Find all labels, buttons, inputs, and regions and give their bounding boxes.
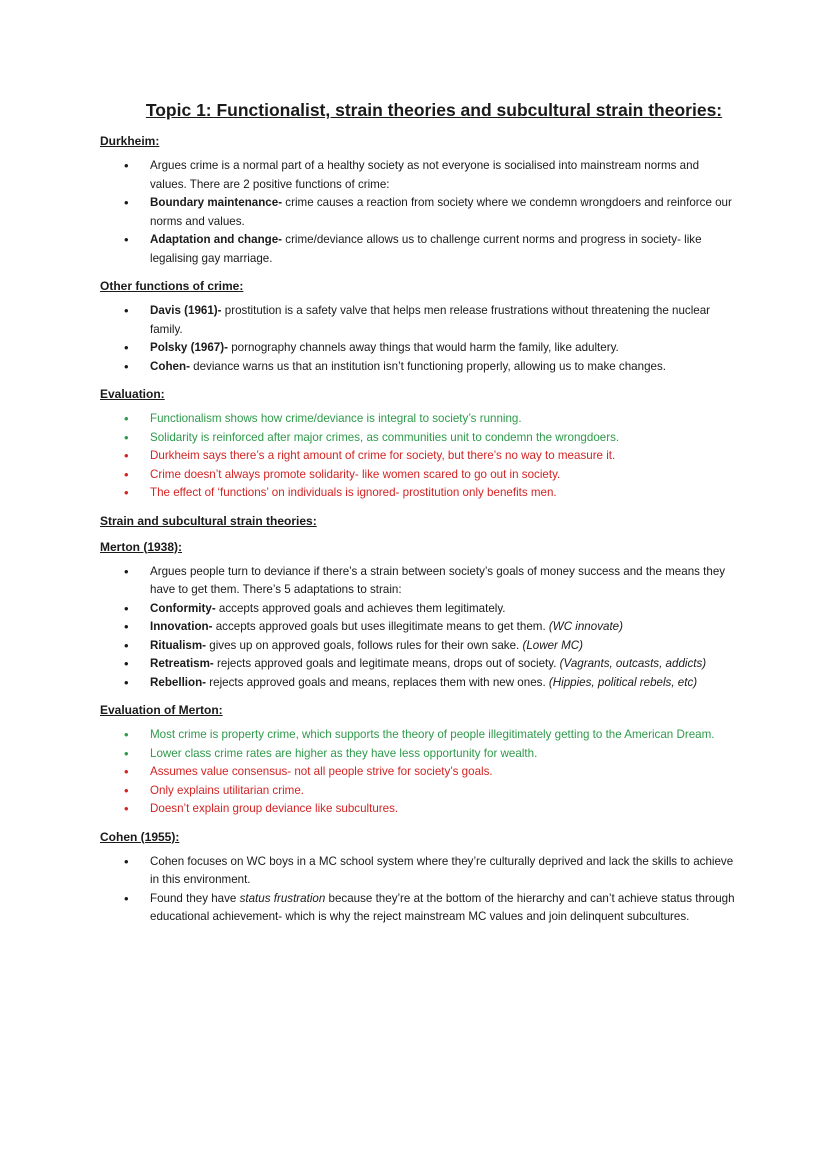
list-item: • Argues crime is a normal part of a healthy society as not everyone is socialised into mainstream norms and values. There are 2 positive functions of crime:: [150, 157, 738, 194]
evaluation-list: [100, 410, 738, 503]
section-heading-evaluation: Evaluation:: [100, 387, 165, 401]
merton-list: [100, 563, 738, 693]
section-heading-merton: Merton (1938):: [100, 539, 183, 554]
list-item: • The effect of ‘functions’ on individuals is ignored- prostitution only benefits men.: [150, 484, 738, 503]
list-item: • Doesn’t explain group deviance like subcultures.: [150, 800, 738, 819]
durkheim-list: [100, 157, 738, 268]
section-cohen: [100, 829, 738, 927]
list-item: • Polsky (1967)- pornography channels away things that would harm the family, like adultery.: [150, 339, 738, 358]
other-functions-list: [100, 302, 738, 376]
list-item: • Lower class crime rates are higher as they have less opportunity for wealth.: [150, 745, 738, 764]
list-item: • Most crime is property crime, which supports the theory of people illegitimately getting to the American Dream.: [150, 726, 738, 745]
section-heading-durkheim: Durkheim:: [100, 134, 160, 148]
page-title: Topic 1: Functionalist, strain theories and subcultural strain theories:: [145, 100, 723, 120]
list-item: • Innovation- accepts approved goals but uses illegitimate means to get them. (WC innovate): [150, 618, 738, 637]
section-merton-evaluation: [100, 702, 738, 819]
list-item: • Crime doesn’t always promote solidarity- like women scared to go out in society.: [150, 466, 738, 485]
list-item: • Only explains utilitarian crime.: [150, 782, 738, 801]
section-heading-other-functions: Other functions of crime:: [100, 279, 244, 293]
section-heading-cohen: Cohen (1955):: [100, 829, 180, 844]
list-item: • Adaptation and change- crime/deviance allows us to challenge current norms and progress in society- like legalising gay marriage.: [150, 231, 738, 268]
list-item: • Assumes value consensus- not all people strive for society’s goals.: [150, 763, 738, 782]
section-evaluation: [100, 386, 738, 503]
section-merton: [100, 539, 738, 693]
cohen-list: [100, 853, 738, 927]
list-item: • Found they have status frustration because they’re at the bottom of the hierarchy and can’t achieve status through educational achievement- which is why the reject mainstream MC values and join delinquent subcultures.: [150, 890, 738, 927]
section-durkheim: [100, 133, 738, 268]
list-item: • Retreatism- rejects approved goals and legitimate means, drops out of society. (Vagrants, outcasts, addicts): [150, 655, 738, 674]
section-heading-merton-evaluation: Evaluation of Merton:: [100, 703, 223, 717]
list-item: • Durkheim says there’s a right amount of crime for society, but there’s no way to measure it.: [150, 447, 738, 466]
list-item: • Argues people turn to deviance if there’s a strain between society’s goals of money success and the means they have to get them. There’s 5 adaptations to strain:: [150, 563, 738, 600]
list-item: • Boundary maintenance- crime causes a reaction from society where we condemn wrongdoers and reinforce our norms and values.: [150, 194, 738, 231]
list-item: • Ritualism- gives up on approved goals, follows rules for their own sake. (Lower MC): [150, 637, 738, 656]
list-item: • Functionalism shows how crime/deviance is integral to society’s running.: [150, 410, 738, 429]
list-item: • Conformity- accepts approved goals and achieves them legitimately.: [150, 600, 738, 619]
section-other-functions: [100, 278, 738, 376]
list-item: • Cohen focuses on WC boys in a MC school system where they’re culturally deprived and lack the skills to achieve in this environment.: [150, 853, 738, 890]
list-item: • Solidarity is reinforced after major crimes, as communities unit to condemn the wrongdoers.: [150, 429, 738, 448]
section-heading-strain: Strain and subcultural strain theories:: [100, 513, 317, 528]
list-item: • Rebellion- rejects approved goals and means, replaces them with new ones. (Hippies, political rebels, etc): [150, 674, 738, 693]
merton-evaluation-list: [100, 726, 738, 819]
list-item: • Cohen- deviance warns us that an institution isn’t functioning properly, allowing us to make changes.: [150, 358, 738, 377]
list-item: • Davis (1961)- prostitution is a safety valve that helps men release frustrations without threatening the nuclear family.: [150, 302, 738, 339]
